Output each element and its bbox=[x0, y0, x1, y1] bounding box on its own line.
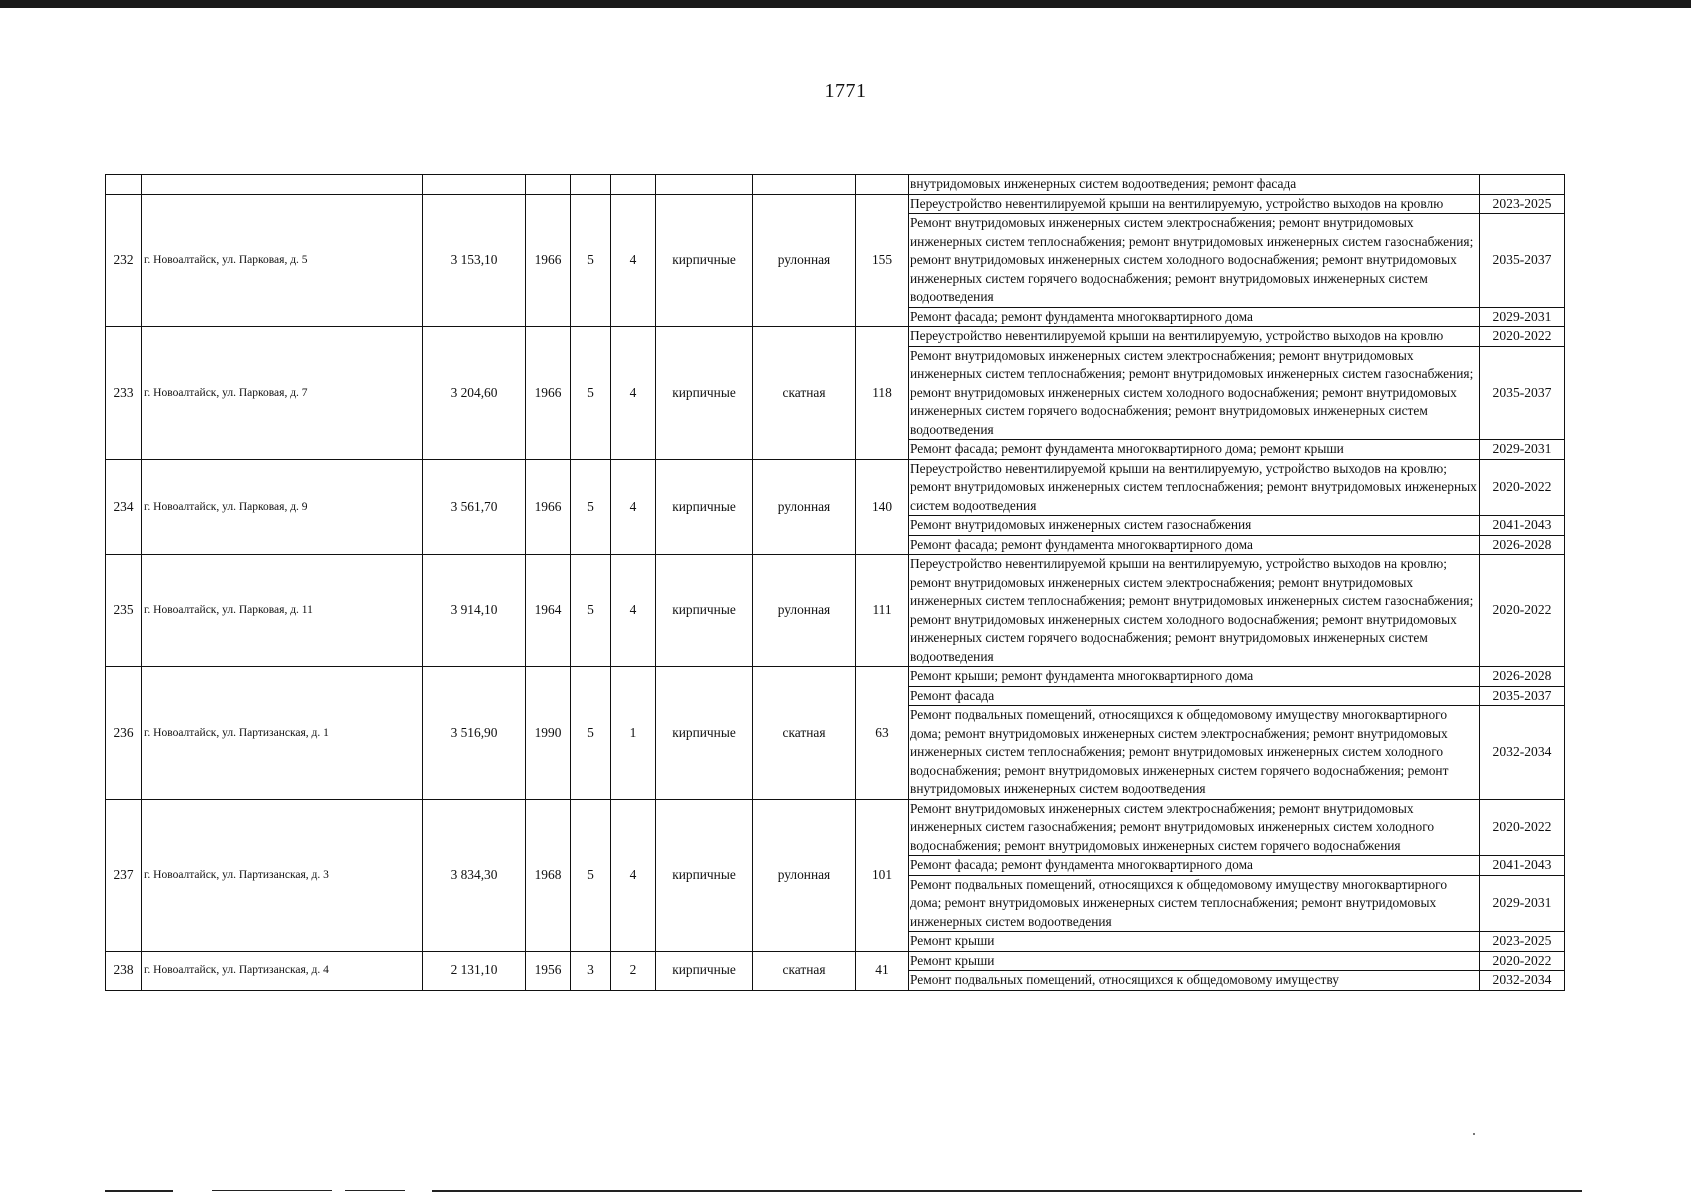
roof-type-cell: рулонная bbox=[753, 799, 856, 951]
repair-period-cell: 2041-2043 bbox=[1480, 856, 1565, 876]
work-description-cell: Ремонт фасада; ремонт фундамента многоквартирного дома bbox=[909, 535, 1480, 555]
repair-period-cell: 2041-2043 bbox=[1480, 516, 1565, 536]
residents-cell: 101 bbox=[856, 799, 909, 951]
work-description-cell: Ремонт крыши bbox=[909, 932, 1480, 952]
repair-period-cell: 2023-2025 bbox=[1480, 194, 1565, 214]
address-cell: г. Новоалтайск, ул. Партизанская, д. 3 bbox=[142, 799, 423, 951]
roof-type-cell: скатная bbox=[753, 327, 856, 460]
table-row bbox=[106, 799, 1565, 856]
repair-period-cell: 2029-2031 bbox=[1480, 307, 1565, 327]
year-cell: 1966 bbox=[526, 194, 571, 327]
scan-speck bbox=[1473, 1133, 1475, 1135]
work-description-cell: Ремонт внутридомовых инженерных систем электроснабжения; ремонт внутридомовых инженерных систем теплоснабжения; ремонт внутридомовых инженерных систем газоснабжения; ремонт внутридомовых инженерных систем холодного водоснабжения; ремонт внутридомовых инженерных систем горячего водоснабжения; ремонт внутридомовых инженерных систем водоотведения bbox=[909, 346, 1480, 440]
work-description-cell: Ремонт внутридомовых инженерных систем электроснабжения; ремонт внутридомовых инженерных систем газоснабжения; ремонт внутридомовых инженерных систем холодного водоснабжения; ремонт внутридомовых инженерных систем горячего водоснабжения bbox=[909, 799, 1480, 856]
table-row bbox=[106, 194, 1565, 214]
address-cell: г. Новоалтайск, ул. Парковая, д. 11 bbox=[142, 555, 423, 667]
repair-period-cell: 2026-2028 bbox=[1480, 667, 1565, 687]
entrances-cell: 4 bbox=[611, 799, 656, 951]
house-number-cell: 232 bbox=[106, 194, 142, 327]
year-cell: 1968 bbox=[526, 799, 571, 951]
work-description-cell: Ремонт крыши; ремонт фундамента многоквартирного дома bbox=[909, 667, 1480, 687]
house-number-cell: 236 bbox=[106, 667, 142, 800]
table-row bbox=[106, 951, 1565, 971]
work-description-cell: Ремонт подвальных помещений, относящихся к общедомовому имуществу bbox=[909, 971, 1480, 991]
floors-cell: 5 bbox=[571, 555, 611, 667]
roof-type-cell: рулонная bbox=[753, 459, 856, 555]
roof-type-cell: рулонная bbox=[753, 194, 856, 327]
address-cell: г. Новоалтайск, ул. Парковая, д. 9 bbox=[142, 459, 423, 555]
walls-material-cell: кирпичные bbox=[656, 194, 753, 327]
address-cell: г. Новоалтайск, ул. Партизанская, д. 1 bbox=[142, 667, 423, 800]
floors-cell: 5 bbox=[571, 667, 611, 800]
house-number-cell: 233 bbox=[106, 327, 142, 460]
roof-type-cell: скатная bbox=[753, 667, 856, 800]
work-description-cell: Ремонт внутридомовых инженерных систем газоснабжения bbox=[909, 516, 1480, 536]
entrances-cell: 2 bbox=[611, 951, 656, 990]
area-cell: 3 561,70 bbox=[423, 459, 526, 555]
work-description-cell: Ремонт подвальных помещений, относящихся к общедомовому имуществу многоквартирного дома; ремонт внутридомовых инженерных систем теплоснабжения; ремонт внутридомовых инженерных систем водоотведения bbox=[909, 875, 1480, 932]
repair-period-cell: 2026-2028 bbox=[1480, 535, 1565, 555]
year-cell: 1964 bbox=[526, 555, 571, 667]
table-row bbox=[106, 555, 1565, 667]
repair-period-cell: 2020-2022 bbox=[1480, 327, 1565, 347]
address-cell: г. Новоалтайск, ул. Парковая, д. 7 bbox=[142, 327, 423, 460]
floors-cell: 5 bbox=[571, 799, 611, 951]
walls-material-cell: кирпичные bbox=[656, 951, 753, 990]
continuation-work-cell: внутридомовых инженерных систем водоотведения; ремонт фасада bbox=[909, 175, 1480, 195]
capital-repair-table bbox=[105, 174, 1565, 991]
residents-cell: 140 bbox=[856, 459, 909, 555]
continuation-row bbox=[106, 175, 1565, 195]
walls-material-cell: кирпичные bbox=[656, 459, 753, 555]
entrances-cell: 1 bbox=[611, 667, 656, 800]
residents-cell: 118 bbox=[856, 327, 909, 460]
entrances-cell: 4 bbox=[611, 555, 656, 667]
entrances-cell: 4 bbox=[611, 194, 656, 327]
residents-cell: 41 bbox=[856, 951, 909, 990]
repair-period-cell: 2032-2034 bbox=[1480, 706, 1565, 800]
repair-period-cell: 2020-2022 bbox=[1480, 799, 1565, 856]
work-description-cell: Ремонт фасада; ремонт фундамента многоквартирного дома; ремонт крыши bbox=[909, 440, 1480, 460]
work-description-cell: Переустройство невентилируемой крыши на вентилируемую, устройство выходов на кровлю; ремонт внутридомовых инженерных систем электроснабжения; ремонт внутридомовых инженерных систем теплоснабжения; ремонт внутридомовых инженерных систем газоснабжения; ремонт внутридомовых инженерных систем холодного водоснабжения; ремонт внутридомовых инженерных систем горячего водоснабжения; ремонт внутридомовых инженерных систем водоотведения bbox=[909, 555, 1480, 667]
area-cell: 3 516,90 bbox=[423, 667, 526, 800]
repair-period-cell: 2029-2031 bbox=[1480, 875, 1565, 932]
roof-type-cell: скатная bbox=[753, 951, 856, 990]
floors-cell: 3 bbox=[571, 951, 611, 990]
year-cell: 1966 bbox=[526, 327, 571, 460]
work-description-cell: Переустройство невентилируемой крыши на вентилируемую, устройство выходов на кровлю; ремонт внутридомовых инженерных систем теплоснабжения; ремонт внутридомовых инженерных систем водоотведения bbox=[909, 459, 1480, 516]
year-cell: 1956 bbox=[526, 951, 571, 990]
table-row bbox=[106, 327, 1565, 347]
repair-period-cell: 2035-2037 bbox=[1480, 686, 1565, 706]
area-cell: 2 131,10 bbox=[423, 951, 526, 990]
entrances-cell: 4 bbox=[611, 459, 656, 555]
repair-period-cell: 2029-2031 bbox=[1480, 440, 1565, 460]
repair-period-cell: 2032-2034 bbox=[1480, 971, 1565, 991]
year-cell: 1990 bbox=[526, 667, 571, 800]
residents-cell: 63 bbox=[856, 667, 909, 800]
scan-bottom-lines bbox=[0, 1190, 1691, 1194]
residents-cell: 155 bbox=[856, 194, 909, 327]
repair-period-cell: 2020-2022 bbox=[1480, 459, 1565, 516]
area-cell: 3 914,10 bbox=[423, 555, 526, 667]
floors-cell: 5 bbox=[571, 327, 611, 460]
work-description-cell: Ремонт крыши bbox=[909, 951, 1480, 971]
floors-cell: 5 bbox=[571, 459, 611, 555]
work-description-cell: Ремонт фасада bbox=[909, 686, 1480, 706]
work-description-cell: Ремонт внутридомовых инженерных систем электроснабжения; ремонт внутридомовых инженерных систем теплоснабжения; ремонт внутридомовых инженерных систем газоснабжения; ремонт внутридомовых инженерных систем холодного водоснабжения; ремонт внутридомовых инженерных систем горячего водоснабжения; ремонт внутридомовых инженерных систем водоотведения bbox=[909, 214, 1480, 308]
house-number-cell: 238 bbox=[106, 951, 142, 990]
area-cell: 3 204,60 bbox=[423, 327, 526, 460]
table-row bbox=[106, 667, 1565, 687]
roof-type-cell: рулонная bbox=[753, 555, 856, 667]
year-cell: 1966 bbox=[526, 459, 571, 555]
work-description-cell: Ремонт подвальных помещений, относящихся к общедомовому имуществу многоквартирного дома; ремонт внутридомовых инженерных систем электроснабжения; ремонт внутридомовых инженерных систем теплоснабжения; ремонт внутридомовых инженерных систем холодного водоснабжения; ремонт внутридомовых инженерных систем горячего водоснабжения; ремонт внутридомовых инженерных систем водоотведения bbox=[909, 706, 1480, 800]
house-number-cell: 234 bbox=[106, 459, 142, 555]
entrances-cell: 4 bbox=[611, 327, 656, 460]
walls-material-cell: кирпичные bbox=[656, 555, 753, 667]
scan-top-border bbox=[0, 0, 1691, 8]
area-cell: 3 834,30 bbox=[423, 799, 526, 951]
page-number: 1771 bbox=[824, 80, 867, 102]
table-body bbox=[106, 175, 1565, 991]
repair-period-cell: 2020-2022 bbox=[1480, 951, 1565, 971]
work-description-cell: Переустройство невентилируемой крыши на вентилируемую, устройство выходов на кровлю bbox=[909, 327, 1480, 347]
repair-period-cell: 2035-2037 bbox=[1480, 214, 1565, 308]
residents-cell: 111 bbox=[856, 555, 909, 667]
walls-material-cell: кирпичные bbox=[656, 799, 753, 951]
work-description-cell: Переустройство невентилируемой крыши на вентилируемую, устройство выходов на кровлю bbox=[909, 194, 1480, 214]
walls-material-cell: кирпичные bbox=[656, 667, 753, 800]
repair-period-cell: 2020-2022 bbox=[1480, 555, 1565, 667]
area-cell: 3 153,10 bbox=[423, 194, 526, 327]
house-number-cell: 237 bbox=[106, 799, 142, 951]
house-number-cell: 235 bbox=[106, 555, 142, 667]
address-cell: г. Новоалтайск, ул. Партизанская, д. 4 bbox=[142, 951, 423, 990]
walls-material-cell: кирпичные bbox=[656, 327, 753, 460]
repair-period-cell: 2023-2025 bbox=[1480, 932, 1565, 952]
work-description-cell: Ремонт фасада; ремонт фундамента многоквартирного дома bbox=[909, 856, 1480, 876]
floors-cell: 5 bbox=[571, 194, 611, 327]
repair-period-cell: 2035-2037 bbox=[1480, 346, 1565, 440]
address-cell: г. Новоалтайск, ул. Парковая, д. 5 bbox=[142, 194, 423, 327]
work-description-cell: Ремонт фасада; ремонт фундамента многоквартирного дома bbox=[909, 307, 1480, 327]
table-row bbox=[106, 459, 1565, 516]
